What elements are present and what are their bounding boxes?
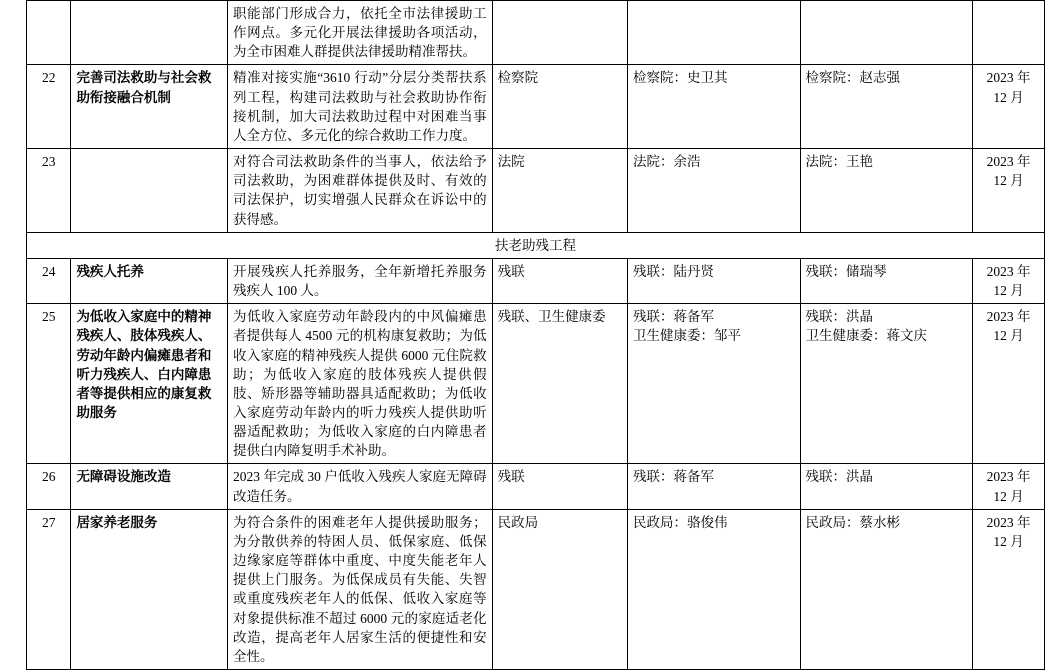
row-item — [71, 1, 228, 65]
row-unit: 民政局 — [492, 509, 627, 669]
row-number — [27, 1, 71, 65]
table-row — [27, 65, 1045, 149]
row-item: 残疾人托养 — [71, 258, 228, 303]
row-number: 23 — [27, 149, 71, 233]
row-unit — [492, 1, 627, 65]
row-lead: 残联：蒋备军 — [628, 464, 800, 509]
assistance-project-table — [26, 0, 1045, 670]
row-lead — [628, 1, 800, 65]
row-responsible — [800, 1, 972, 65]
row-deadline — [973, 258, 1045, 303]
row-deadline — [973, 65, 1045, 149]
deadline-month: 12 月 — [993, 533, 1024, 549]
row-number: 27 — [27, 509, 71, 669]
row-responsible: 民政局：蔡水彬 — [800, 509, 972, 669]
row-item: 完善司法救助与社会救助衔接融合机制 — [71, 65, 228, 149]
row-responsible-line1: 残联：洪晶 — [805, 309, 874, 325]
deadline-month: 12 月 — [993, 488, 1024, 504]
row-description: 对符合司法救助条件的当事人，依法给予司法救助，为困难群体提供及时、有效的司法保护，切实增强人民群众在诉讼中的获得感。 — [228, 149, 493, 233]
table-section-row — [27, 232, 1045, 258]
row-unit: 残联 — [492, 258, 627, 303]
row-deadline — [973, 149, 1045, 233]
deadline-year: 2023 年 — [986, 70, 1031, 86]
row-description: 开展残疾人托养服务，全年新增托养服务残疾人 100 人。 — [228, 258, 493, 303]
row-lead: 残联：陆丹贤 — [628, 258, 800, 303]
table-row — [27, 509, 1045, 669]
row-lead: 法院：余浩 — [628, 149, 800, 233]
table-row — [27, 1, 1045, 65]
row-description: 职能部门形成合力，依托全市法律援助工作网点。多元化开展法律援助各项活动，为全市困难人群提供法律援助精准帮扶。 — [228, 1, 493, 65]
table-row — [27, 464, 1045, 509]
deadline-year: 2023 年 — [986, 309, 1031, 325]
row-item — [71, 149, 228, 233]
row-description: 精准对接实施“3610 行动”分层分类帮扶系列工程，构建司法救助与社会救助协作衔接机制，加大司法救助过程中对困难当事人全方位、多元化的综合救助工作力度。 — [228, 65, 493, 149]
table-row — [27, 149, 1045, 233]
row-responsible: 残联：储瑞琴 — [800, 258, 972, 303]
row-deadline — [973, 1, 1045, 65]
row-description: 为符合条件的困难老年人提供援助服务；为分散供养的特困人员、低保家庭、低保边缘家庭等群体中重度、中度失能老年人提供上门服务。为低保成员有失能、失智或重度残疾老年人的低保、低收入家庭等对象提供标准不超过 6000 元的家庭适老化改造，提高老年人居家生活的便捷性和安全性。 — [228, 509, 493, 669]
row-number: 22 — [27, 65, 71, 149]
row-unit: 法院 — [492, 149, 627, 233]
row-number: 26 — [27, 464, 71, 509]
row-lead-line2: 卫生健康委：邹平 — [633, 328, 742, 344]
row-description: 2023 年完成 30 户低收入残疾人家庭无障碍改造任务。 — [228, 464, 493, 509]
row-responsible — [800, 304, 972, 464]
row-lead: 检察院：史卫其 — [628, 65, 800, 149]
row-deadline — [973, 304, 1045, 464]
deadline-year: 2023 年 — [986, 514, 1031, 530]
section-title: 扶老助残工程 — [27, 232, 1045, 258]
row-lead-line1: 残联：蒋备军 — [633, 309, 715, 325]
deadline-month: 12 月 — [993, 328, 1024, 344]
deadline-month: 12 月 — [993, 283, 1024, 299]
deadline-year: 2023 年 — [986, 263, 1031, 279]
row-responsible-line2: 卫生健康委：蒋文庆 — [805, 328, 928, 344]
row-number: 24 — [27, 258, 71, 303]
row-description: 为低收入家庭劳动年龄段内的中风偏瘫患者提供每人 4500 元的机构康复救助；为低收入家庭的精神残疾人提供 6000 元住院救助；为低收入家庭的肢体残疾人提供假肢、矫形器等辅助器具适配救助；为低收入家庭劳动年龄内的听力残疾人提供助听器适配救助；为低收入家庭的白内障患者提供白内障复明手术补助。 — [228, 304, 493, 464]
row-lead — [628, 304, 800, 464]
row-deadline — [973, 464, 1045, 509]
row-number: 25 — [27, 304, 71, 464]
row-unit: 残联 — [492, 464, 627, 509]
deadline-year: 2023 年 — [986, 469, 1031, 485]
row-unit: 检察院 — [492, 65, 627, 149]
table-row — [27, 304, 1045, 464]
row-unit: 残联、卫生健康委 — [492, 304, 627, 464]
row-item: 无障碍设施改造 — [71, 464, 228, 509]
row-item: 为低收入家庭中的精神残疾人、肢体残疾人、劳动年龄内偏瘫患者和听力残疾人、白内障患者等提供相应的康复救助服务 — [71, 304, 228, 464]
row-responsible: 检察院：赵志强 — [800, 65, 972, 149]
table-row — [27, 258, 1045, 303]
row-deadline — [973, 509, 1045, 669]
deadline-month: 12 月 — [993, 89, 1024, 105]
row-item: 居家养老服务 — [71, 509, 228, 669]
row-responsible: 残联：洪晶 — [800, 464, 972, 509]
row-lead: 民政局：骆俊伟 — [628, 509, 800, 669]
deadline-month: 12 月 — [993, 173, 1024, 189]
deadline-year: 2023 年 — [986, 154, 1031, 170]
row-responsible: 法院：王艳 — [800, 149, 972, 233]
